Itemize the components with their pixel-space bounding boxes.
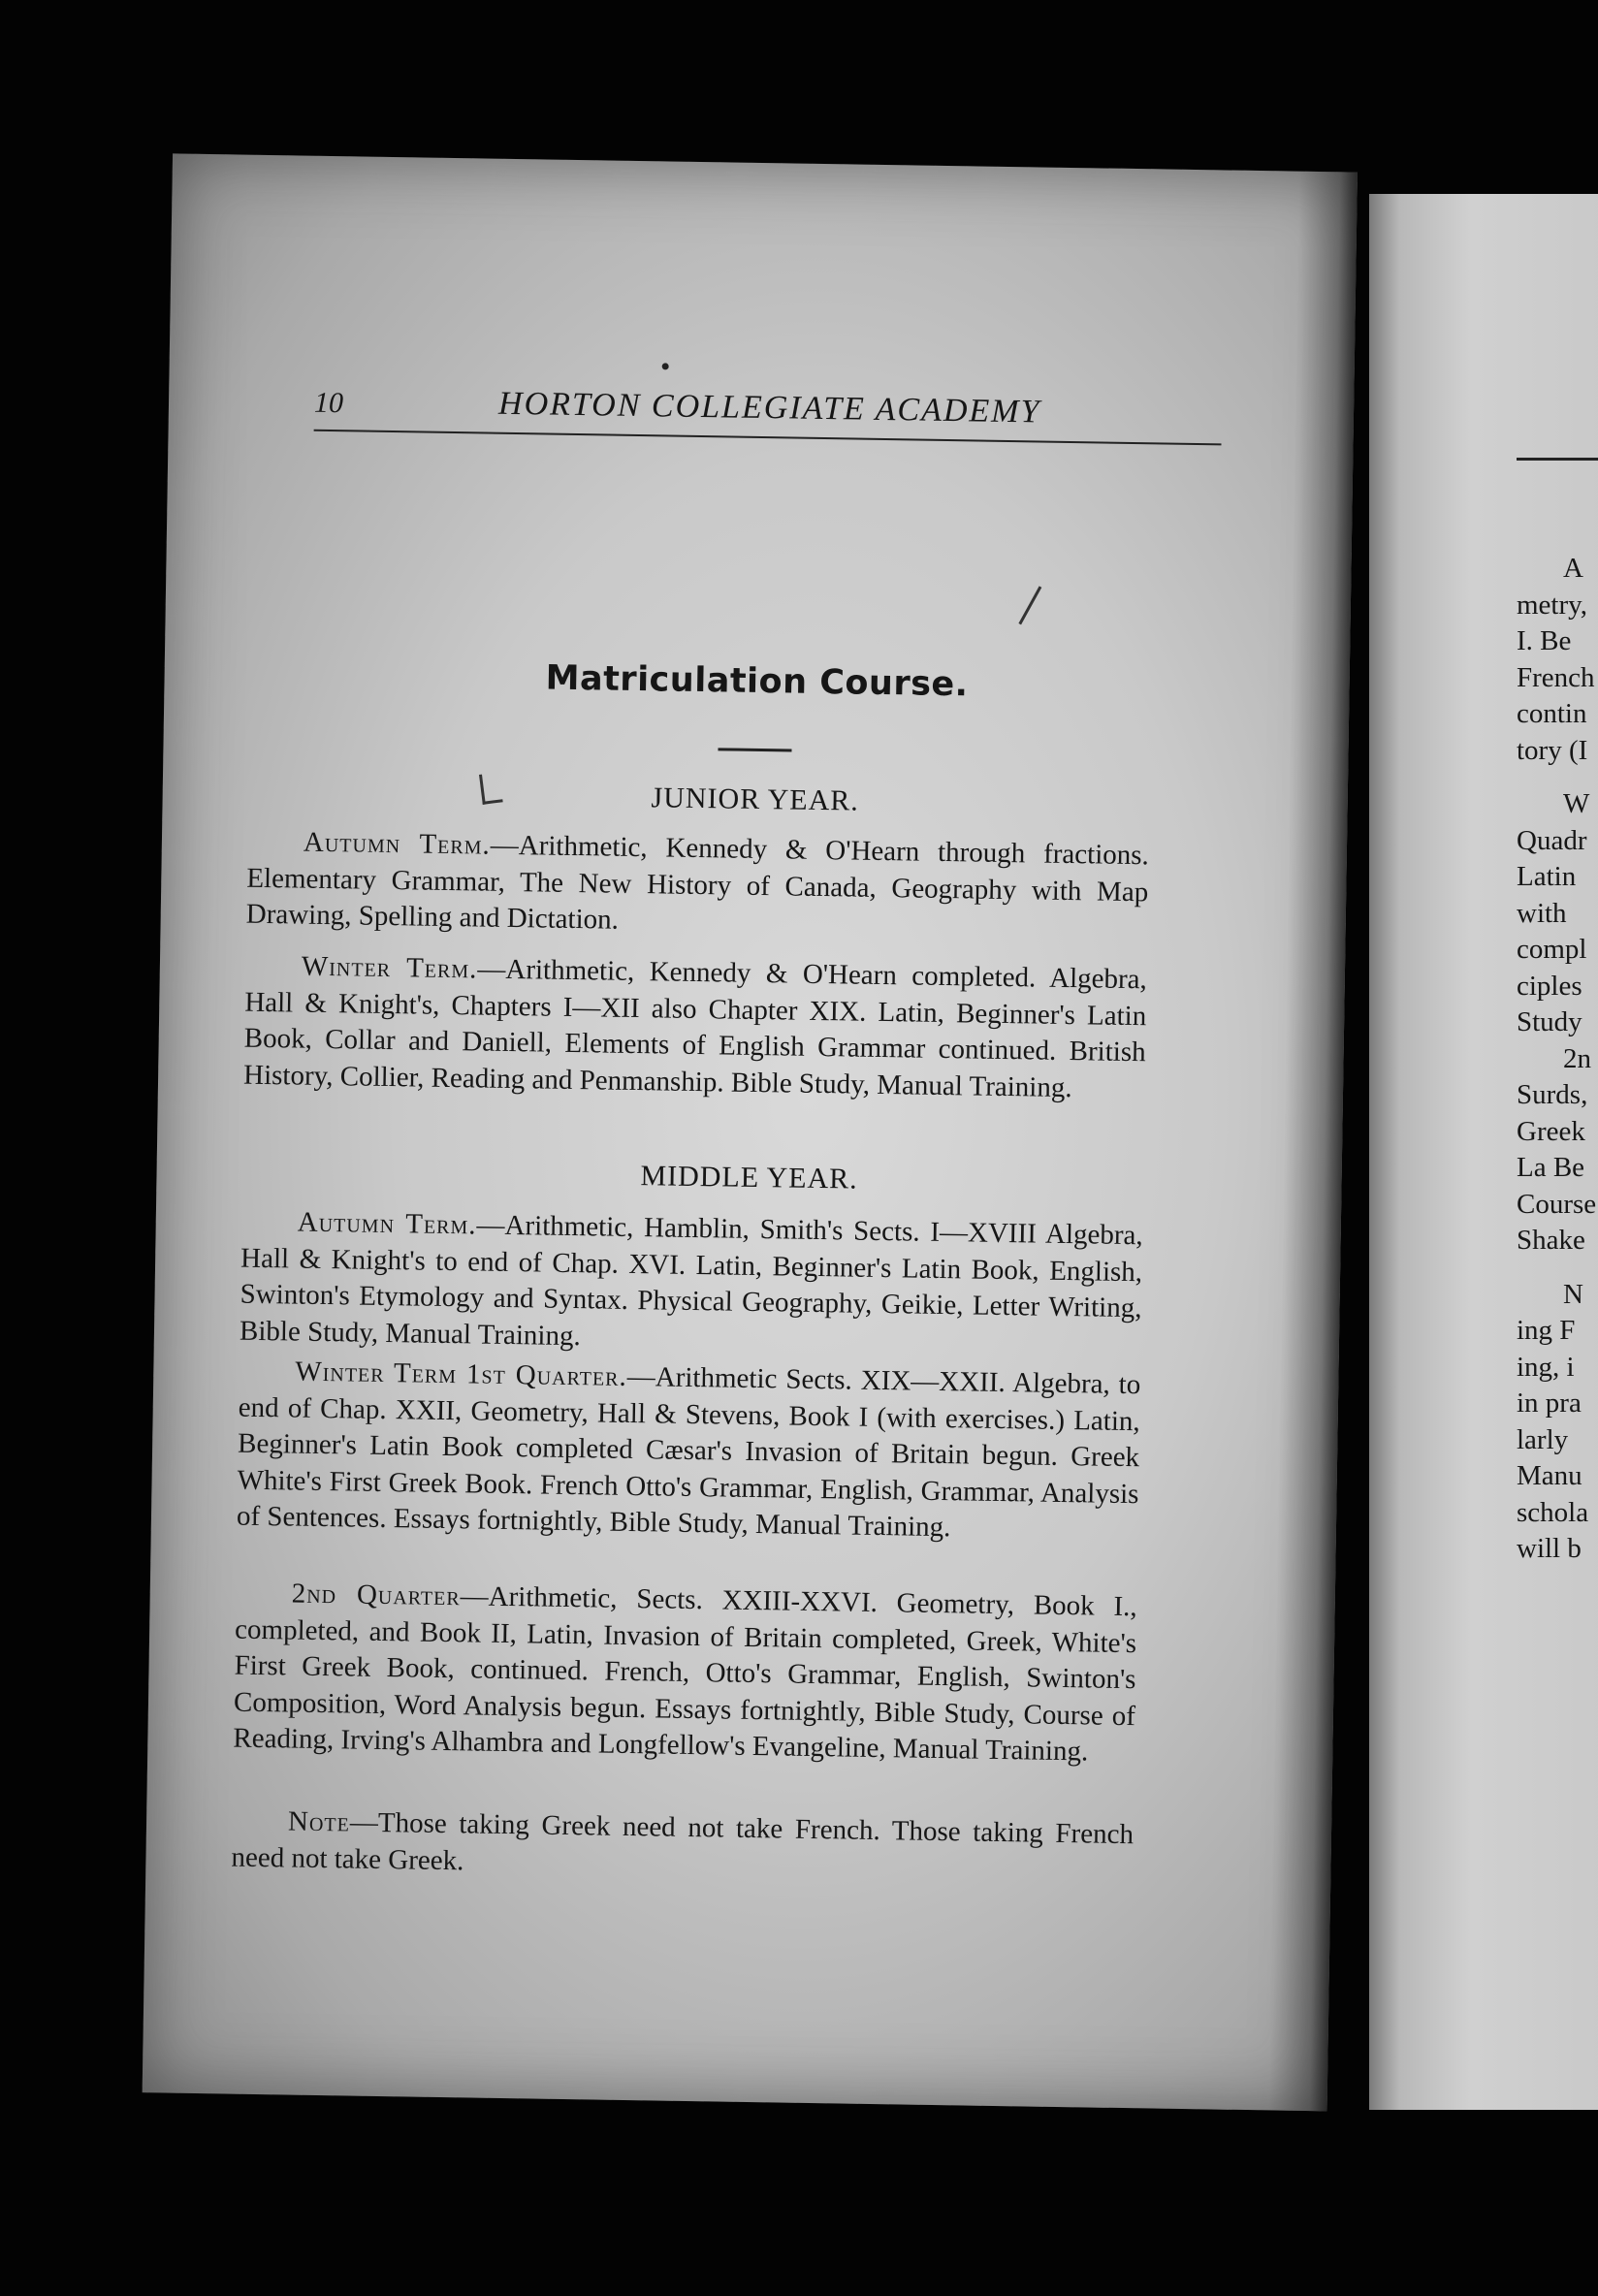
right-page-text-fragments: [1517, 551, 1598, 1568]
fragment-line: with: [1517, 897, 1567, 929]
note-label: Note: [287, 1805, 351, 1838]
fragment-line: Quadr: [1517, 824, 1587, 856]
fragment-gap: [1517, 769, 1598, 786]
fragment-gap: [1517, 1260, 1598, 1277]
fragment-line: Greek: [1517, 1115, 1585, 1147]
fragment-line: ciples: [1517, 970, 1582, 1002]
fragment-line: Course: [1517, 1188, 1597, 1220]
ink-dot: [662, 363, 669, 369]
term-label: Winter Term.: [301, 950, 478, 985]
section-title: Matriculation Course.: [545, 658, 969, 705]
term-text: —Arithmetic, Sects. XXIII-XXVI. Geometry, Book I., completed, and Book II, Latin, Invasion of Britain completed, Greek, White's First Greek Book, continued. French, Otto's Grammar, English, Swinton's Composition, Word Analysis begun. Essays fortnightly, Bible Study, Course of Reading, Irving's Alhambra and Longfellow's Evangeline, Manual Training.: [233, 1580, 1137, 1768]
fragment-line: compl: [1517, 934, 1587, 965]
pencil-mark: [1018, 586, 1041, 624]
fragment-line: Surds,: [1517, 1079, 1588, 1110]
fragment-line: Latin: [1517, 861, 1577, 892]
left-page: [143, 153, 1358, 2111]
term-label: 2nd Quarter: [291, 1578, 461, 1612]
fragment-line: La Be: [1517, 1152, 1585, 1183]
right-header-rule: [1517, 458, 1598, 461]
middle-autumn-term: [240, 1204, 1143, 1364]
term-text: —Arithmetic, Kennedy & O'Hearn through fractions. Elementary Grammar, The New History of Canada, Geography with Map Drawing, Spelling and Dictation.: [245, 829, 1150, 936]
fragment-line: N: [1563, 1278, 1583, 1310]
fragment-line: ing, i: [1517, 1351, 1575, 1383]
term-label: Autumn Term.: [303, 826, 492, 861]
fragment-line: Shake: [1517, 1225, 1585, 1256]
book-title: HORTON COLLEGIATE ACADEMY: [497, 385, 1041, 430]
page-number: 10: [313, 386, 344, 420]
page-content: [143, 153, 1358, 2111]
fragment-line: Manu: [1517, 1460, 1582, 1491]
fragment-line: in pra: [1517, 1387, 1582, 1419]
running-header: [314, 381, 1223, 446]
fragment-line: A: [1563, 553, 1583, 584]
junior-winter-term: [243, 948, 1147, 1108]
term-label: Winter Term 1st Quarter.: [295, 1355, 628, 1392]
fragment-line: contin: [1517, 698, 1587, 729]
fragment-line: tory (I: [1517, 734, 1588, 766]
note-paragraph: [231, 1803, 1134, 1891]
fragment-line: I. Be: [1517, 625, 1572, 656]
note-text: —Those taking Greek need not take French. Those taking French need not take Greek.: [231, 1806, 1135, 1876]
junior-year-heading: JUNIOR YEAR.: [651, 781, 860, 817]
right-page-edge: [1369, 194, 1598, 2110]
fragment-line: ing F: [1517, 1315, 1576, 1346]
middle-winter-first-quarter: [237, 1354, 1141, 1549]
term-text: —Arithmetic, Hamblin, Smith's Sects. I—XVIII Algebra, Hall & Knight's to end of Chap. XVI. Latin, Beginner's Latin Book, English, Swinton's Etymology and Syntax. Physical Geography, Geikie, Letter Writing, Bible Study, Manual Training.: [239, 1209, 1143, 1352]
middle-winter-second-quarter: [233, 1576, 1137, 1771]
fragment-line: French: [1517, 661, 1595, 693]
term-text: —Arithmetic Sects. XIX—XXII. Algebra, to end of Chap. XXII, Geometry, Hall & Stevens, Book I (with exercises.) Latin, Beginner's Latin Book completed Cæsar's Invasion of Britain begun. Greek White's First Greek Book. French Otto's Grammar, English, Grammar, Analysis of Sentences. Essays fortnightly, Bible Study, Manual Training.: [236, 1360, 1141, 1544]
fragment-line: larly: [1517, 1423, 1569, 1455]
fragment-line: Study: [1517, 1006, 1582, 1037]
term-label: Autumn Term.: [297, 1206, 477, 1241]
term-text: —Arithmetic, Kennedy & O'Hearn completed. Algebra, Hall & Knight's, Chapters I—XII also Chapter XIX. Latin, Beginner's Latin Book, Collar and Daniell, Elements of English Grammar continued. British History, Collier, Reading and Penmanship. Bible Study, Manual Training.: [242, 953, 1148, 1103]
fragment-line: W: [1563, 788, 1590, 819]
middle-year-heading: MIDDLE YEAR.: [640, 1160, 858, 1196]
fragment-line: will b: [1517, 1533, 1582, 1564]
fragment-line: metry,: [1517, 589, 1588, 621]
fragment-line: 2n: [1563, 1042, 1591, 1074]
junior-autumn-term: [245, 824, 1149, 947]
title-rule: [718, 748, 791, 751]
fragment-line: schola: [1517, 1496, 1589, 1528]
